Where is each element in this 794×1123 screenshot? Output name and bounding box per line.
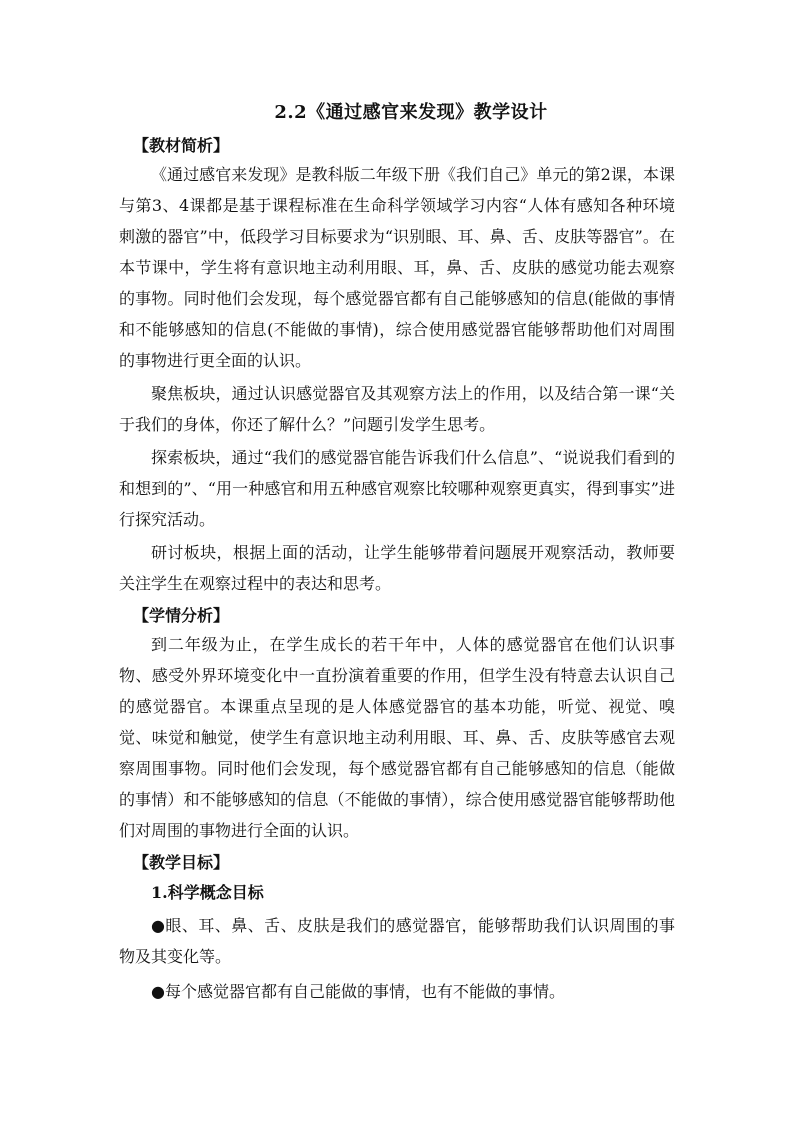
document-body xyxy=(119,101,675,1007)
subheading-science-concept-goals: 1.科学概念目标 xyxy=(151,883,264,902)
paragraph: 研讨板块，根据上面的活动，让学生能够带着问题展开观察活动，教师要关注学生在观察过程中的表达和思考。 xyxy=(119,543,675,593)
section-heading: 【教材简析】 xyxy=(133,136,230,155)
paragraph: 探索板块，通过“我们的感觉器官能告诉我们什么信息”、“说说我们看到的和想到的”、“用一种感官和用五种感官观察比较哪种观察更真实，得到事实”进行探究活动。 xyxy=(119,448,675,529)
bullet-item: ●每个感觉器官都有自己能做的事情，也有不能做的事情。 xyxy=(151,982,565,1001)
bullet-item: ●眼、耳、鼻、舌、皮肤是我们的感觉器官，能够帮助我们认识周围的事物及其变化等。 xyxy=(119,916,675,966)
section-heading: 【教学目标】 xyxy=(133,853,230,872)
section-heading: 【学情分析】 xyxy=(133,606,230,625)
document-title: 2.2《通过感官来发现》教学设计 xyxy=(274,102,548,123)
paragraph: 《通过感官来发现》是教科版二年级下册《我们自己》单元的第2课，本课与第3、4课都是基于课程标准在生命科学领域学习内容“人体有感知各种环境刺激的器官”中，低段学习目标要求为“识别眼、耳、鼻、舌、皮肤等器官”。在本节课中，学生将有意识地主动利用眼、耳，鼻、舌、皮肤的感觉功能去观察的事物。同时他们会发现，每个感觉器官都有自己能够感知的信息(能做的事情和不能够感知的信息(不能做的事情)，综合使用感觉器官能够帮助他们对周围的事物进行更全面的认识。 xyxy=(119,165,675,370)
paragraph: 到二年级为止，在学生成长的若干年中，人体的感觉器官在他们认识事物、感受外界环境变化中一直扮演着重要的作用，但学生没有特意去认识自己的感觉器官。本课重点呈现的是人体感觉器官的基本功能，听觉、视觉、嗅觉、味觉和触觉，使学生有意识地主动利用眼、耳、鼻、舌、皮肤等感官去观察周围事物。同时他们会发现，每个感觉器官都有自己能够感知的信息（能做的事情）和不能够感知的信息（不能做的事情），综合使用感觉器官能够帮助他们对周围的事物进行全面的认识。 xyxy=(119,635,675,840)
section-student-analysis xyxy=(119,603,675,846)
section-textbook-analysis xyxy=(119,133,675,599)
paragraph: 聚焦板块，通过认识感觉器官及其观察方法上的作用，以及结合第一课“关于我们的身体，你还了解什么？”问题引发学生思考。 xyxy=(119,384,675,434)
section-teaching-goals xyxy=(119,850,675,1007)
